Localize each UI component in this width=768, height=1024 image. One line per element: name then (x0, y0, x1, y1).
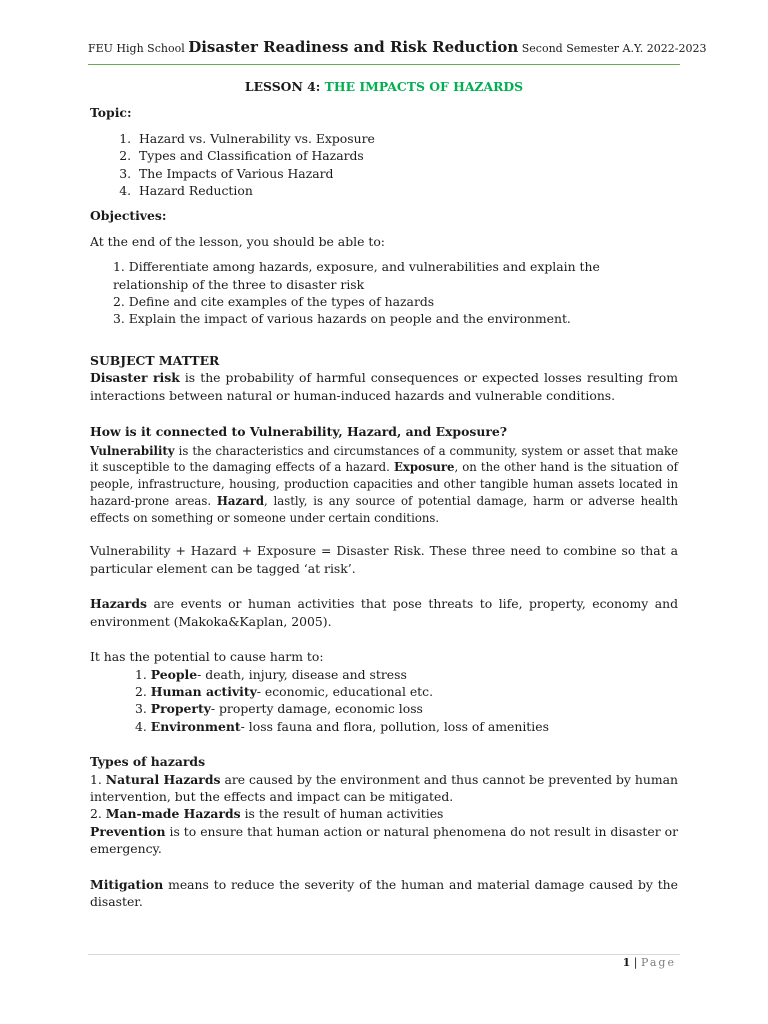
document-body (90, 78, 678, 910)
lesson-label: LESSON 4: (244, 79, 321, 94)
topic-item: 2. Types and Classification of Hazards (135, 147, 678, 164)
topic-item: 1. Hazard vs. Vulnerability vs. Exposure (135, 130, 678, 147)
manmade-hazards-paragraph: 2. Man-made Hazards is the result of human activities (90, 806, 444, 822)
term-mitigation: Mitigation (90, 876, 164, 892)
objectives-intro: At the end of the lesson, you should be able to: (90, 233, 385, 249)
hazards-text: are events or human activities that pose threats to life, property, economy and environment (Makoka&Kaplan, 2005). (90, 596, 678, 629)
vulnerability-text: is the characteristics and circumstances of a community, system or asset that make it susceptible to the damaging effects of a hazard. (90, 443, 678, 475)
equation-paragraph: Vulnerability + Hazard + Exposure = Disaster Risk. These three need to combine so that a particular element can be tagged ‘at risk’. (90, 543, 678, 576)
page-separator: | (630, 956, 641, 969)
term-disaster-risk: Disaster risk (90, 370, 180, 386)
hazard-text: , lastly, is any source of potential damage, harm or adverse health effects on something or someone under certain conditions. (90, 493, 678, 525)
vulnerability-paragraph (90, 443, 678, 527)
harm-item: 3. Property- property damage, economic loss (135, 701, 423, 717)
term-exposure: Exposure (393, 460, 455, 475)
objective-item: 1. Differentiate among hazards, exposure, and vulnerabilities and explain the relationship of the three to disaster risk (113, 259, 600, 292)
topic-list (90, 130, 678, 200)
harm-item: 2. Human activity- economic, educational etc. (135, 683, 434, 699)
objectives-list (90, 258, 678, 328)
page-footer (623, 956, 676, 969)
term-prevention: Prevention (90, 823, 166, 839)
term-natural-hazards: Natural Hazards (105, 771, 221, 787)
subject-matter-heading: SUBJECT MATTER (90, 352, 220, 368)
objective-item: 3. Explain the impact of various hazards on people and the environment. (113, 311, 571, 327)
mitigation-paragraph: Mitigation means to reduce the severity of the human and material damage caused by the disaster. (90, 876, 678, 909)
exposure-text: , on the other hand is the situation of people, infrastructure, housing, production capacities and other tangible human assets located in hazard-prone areas. (90, 460, 678, 508)
prevention-paragraph: Prevention is to ensure that human action or natural phenomena do not result in disaster or emergency. (90, 823, 678, 857)
harm-list (90, 666, 678, 736)
topic-item: 4. Hazard Reduction (135, 182, 678, 199)
topic-heading: Topic: (90, 105, 132, 121)
objective-item: 2. Define and cite examples of the types of hazards (113, 294, 435, 310)
types-heading: Types of hazards (90, 754, 206, 770)
disaster-risk-text: is the probability of harmful consequences or expected losses resulting from interactions between natural or human-induced hazards and vulnerable conditions. (90, 370, 678, 403)
page-label: Page (640, 956, 676, 969)
header-course-title: Disaster Readiness and Risk Reduction (188, 38, 519, 56)
lesson-name: THE IMPACTS OF HAZARDS (324, 79, 524, 94)
term-manmade-hazards: Man-made Hazards (105, 806, 241, 822)
header-divider (88, 64, 680, 65)
harm-intro: It has the potential to cause harm to: (90, 649, 324, 665)
disaster-risk-paragraph (90, 369, 678, 404)
topic-item: 3. The Impacts of Various Hazard (135, 165, 678, 182)
header-semester: Second Semester A.Y. 2022-2023 (521, 42, 707, 55)
hazards-paragraph (90, 595, 678, 630)
connection-heading: How is it connected to Vulnerability, Hazard, and Exposure? (90, 424, 508, 440)
term-vulnerability: Vulnerability (90, 443, 175, 458)
header-school: FEU High School (88, 42, 185, 55)
natural-hazards-paragraph: 1. Natural Hazards are caused by the environment and thus cannot be prevented by human intervention, but the effects and impact can be mitigated. (90, 771, 678, 804)
page-header (88, 38, 707, 56)
lesson-title (90, 78, 678, 95)
footer-divider (88, 954, 680, 955)
harm-item: 1. People- death, injury, disease and stress (135, 666, 407, 682)
term-hazard: Hazard (216, 493, 265, 508)
harm-item: 4. Environment- loss fauna and flora, pollution, loss of amenities (135, 718, 549, 734)
term-hazards: Hazards (90, 596, 147, 612)
objectives-heading: Objectives: (90, 208, 167, 224)
page-number: 1 (622, 956, 631, 969)
